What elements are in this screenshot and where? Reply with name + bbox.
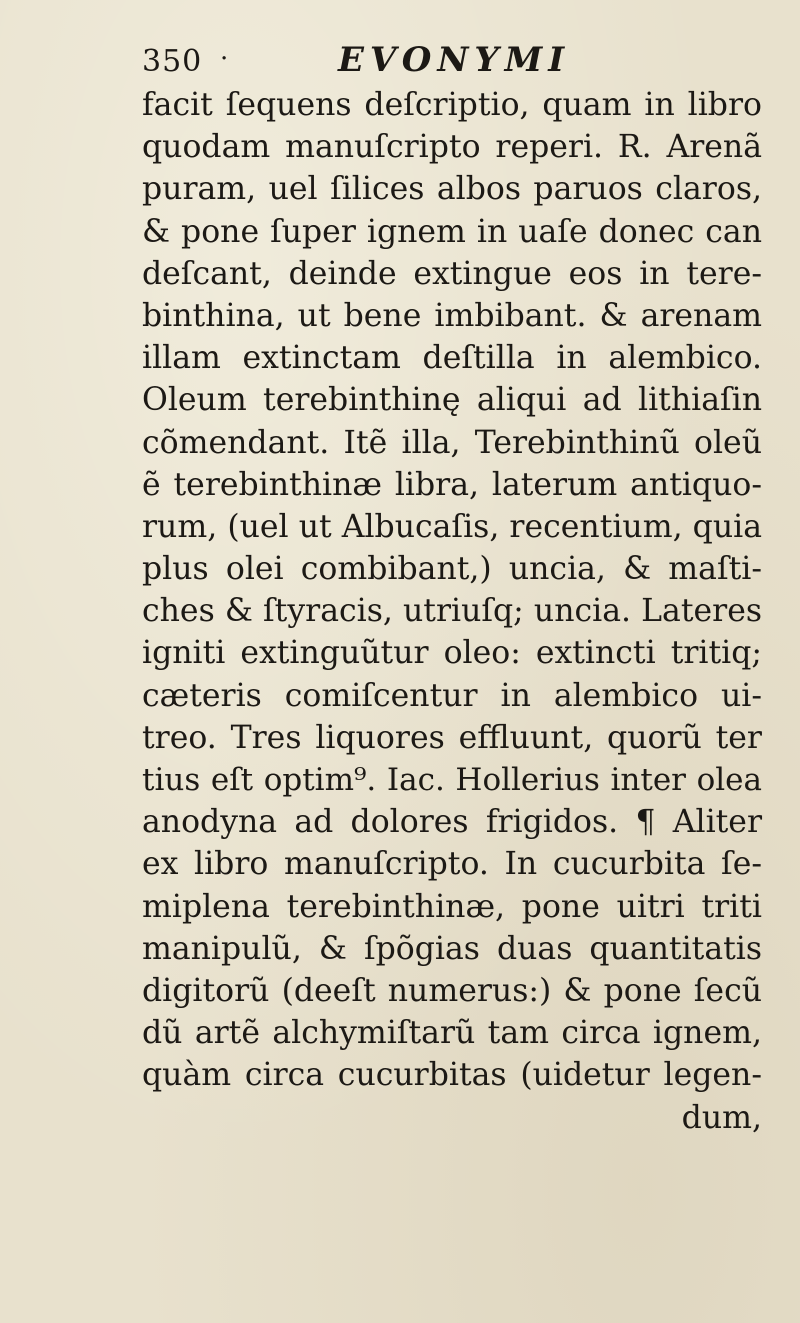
text-line: dũ artẽ alchymiſtarũ tam circa ignem, [142, 1015, 762, 1052]
text-line: tius eſt optim⁹. Iac. Hollerius inter olea [142, 762, 762, 798]
header-separator: · [220, 44, 229, 74]
body-text [142, 84, 762, 1139]
text-line: rum, (uel ut Albucaſis, recentium, quia [142, 508, 762, 545]
text-line: deſcant, deinde extingue eos in tere- [142, 255, 762, 292]
text-line: miplena terebinthinæ, pone uitri triti [142, 888, 762, 925]
text-line: treo. Tres liquores effluunt, quorũ ter [142, 719, 762, 756]
text-line: quodam manuſcripto reperi. R. Arenã [142, 129, 762, 166]
page-number: 350 [142, 44, 203, 79]
text-line: ẽ terebinthinæ libra, laterum antiquo- [142, 466, 762, 503]
text-line: quàm circa cucurbitas (uidetur legen- [142, 1057, 762, 1094]
text-line: ex libro manuſcripto. In cucurbita ſe- [142, 846, 762, 883]
text-line: puram, uel ſilices albos paruos claros, [142, 171, 762, 208]
page-header [142, 36, 702, 86]
text-line: igniti extinguũtur oleo: extincti tritiq; [142, 635, 762, 672]
text-line: facit ſequens deſcriptio, quam in libro [142, 87, 762, 123]
text-line: Oleum terebinthinę aliqui ad lithiaſin [142, 382, 762, 419]
text-line: digitorũ (deeſt numerus:) & pone ſecũ [142, 972, 762, 1009]
text-line: & pone ſuper ignem in uaſe donec can [142, 213, 762, 250]
text-line-catchword: dum, [681, 1099, 762, 1136]
text-line: binthina, ut bene imbibant. & arenam [142, 297, 762, 334]
text-line: manipulũ, & ſpõgias duas quantitatis [142, 930, 762, 967]
running-head: EVONYMI [338, 40, 571, 80]
text-line: anodyna ad dolores frigidos. ¶ Aliter [142, 804, 762, 841]
text-line: ches & ſtyracis, utriuſq; uncia. Lateres [142, 593, 762, 630]
text-line: cõmendant. Itẽ illa, Terebinthinũ oleũ [142, 424, 762, 461]
text-line: cæteris comiſcentur in alembico ui- [142, 677, 762, 714]
text-line: illam extinctam deſtilla in alembico. [142, 340, 762, 377]
text-line: plus olei combibant,) uncia, & maſti- [142, 551, 762, 588]
